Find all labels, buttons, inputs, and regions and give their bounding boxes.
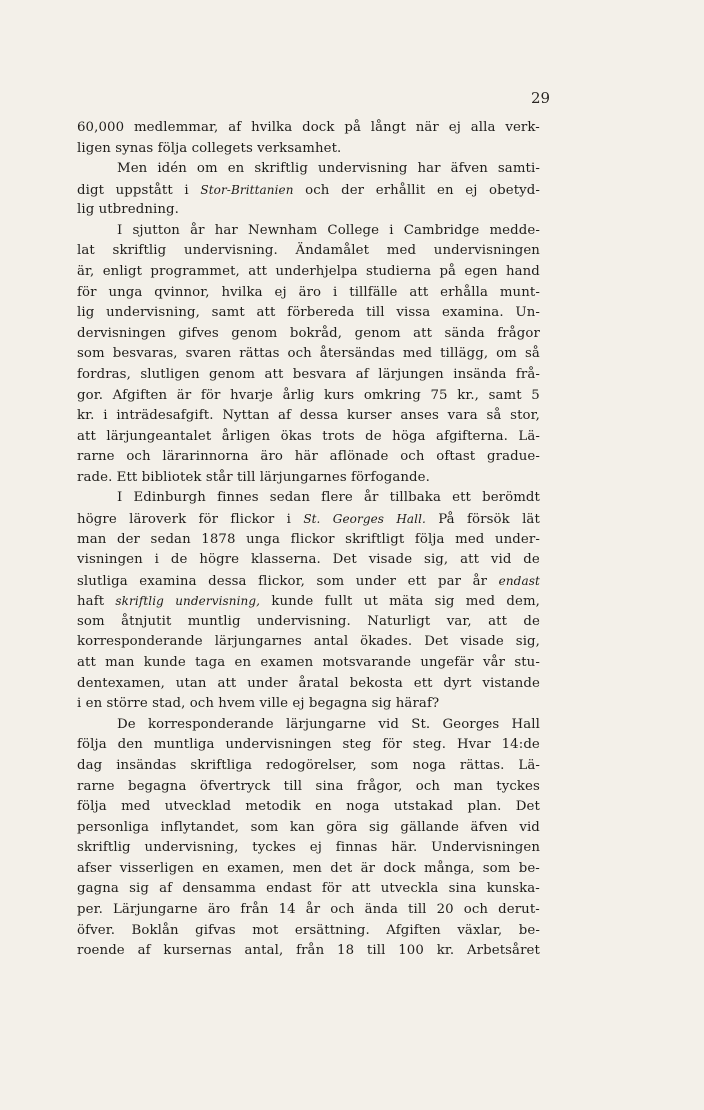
text-line: rarne begagna öfvertryck till sina frågor, och man tyckes bbox=[77, 778, 540, 794]
text-line: personliga inflytandet, som kan göra sig gällande äfven vid bbox=[77, 819, 540, 835]
text-line: rarne och lärarinnorna äro här aflönade och oftast gradue- bbox=[77, 449, 540, 465]
text-line: dervisningen gifves genom bokråd, genom att sända frågor bbox=[77, 325, 540, 341]
text-line: skriftlig undervisning, tyckes ej finnas här. Undervisningen bbox=[77, 840, 540, 856]
text-line: ligen synas följa collegets verksamhet. bbox=[77, 140, 342, 156]
text-line: öfver. Boklån gifvas mot ersättning. Afgiften växlar, be- bbox=[77, 922, 540, 938]
text-line: lig utbredning. bbox=[77, 202, 179, 218]
text-line: att man kunde taga en examen motsvarande ungefär vår stu- bbox=[77, 655, 540, 671]
text-line: korresponderande lärjungarnes antal ökades. Det visade sig, bbox=[77, 634, 540, 650]
text-line: som åtnjutit muntlig undervisning. Naturligt var, att de bbox=[77, 613, 540, 629]
text-line: De korresponderande lärjungarne vid St. Georges Hall bbox=[117, 716, 540, 732]
text-line: per. Lärjungarne äro från 14 år och ända till 20 och derut- bbox=[77, 901, 540, 917]
text-line: i en större stad, och hvem ville ej begagna sig häraf? bbox=[77, 696, 440, 712]
page-number: 29 bbox=[531, 89, 551, 107]
text-line: visningen i de högre klasserna. Det visade sig, att vid de bbox=[77, 552, 540, 568]
text-line: högre läroverk för flickor i St. Georges Hall. På försök lät bbox=[77, 511, 540, 527]
text-line: man der sedan 1878 unga flickor skriftligt följa med under- bbox=[77, 531, 540, 547]
text-line: för unga qvinnor, hvilka ej äro i tillfälle att erhålla munt- bbox=[77, 284, 540, 300]
text-line: är, enligt programmet, att underhjelpa studierna på egen hand bbox=[77, 264, 540, 280]
text-line: I Edinburgh finnes sedan flere år tillbaka ett berömdt bbox=[117, 490, 540, 506]
text-line: följa den muntliga undervisningen steg för steg. Hvar 14:de bbox=[77, 737, 540, 753]
text-line: fordras, slutligen genom att besvara af lärjungen insända frå- bbox=[77, 366, 540, 382]
text-line: roende af kursernas antal, från 18 till 100 kr. Arbetsåret bbox=[77, 943, 540, 959]
text-line: att lärjungeantalet årligen ökas trots de höga afgifterna. Lä- bbox=[77, 428, 540, 444]
text-line: haft skriftlig undervisning, kunde fullt ut mäta sig med dem, bbox=[77, 594, 540, 610]
text-line: slutliga examina dessa flickor, som under ett par år endast bbox=[77, 573, 540, 589]
text-line: lig undervisning, samt att förbereda till vissa examina. Un- bbox=[77, 305, 540, 321]
text-line: gor. Afgiften är för hvarje årlig kurs omkring 75 kr., samt 5 bbox=[77, 387, 540, 403]
text-line: rade. Ett bibliotek står till lärjungarnes förfogande. bbox=[77, 469, 430, 485]
text-line: dentexamen, utan att under åratal bekosta ett dyrt vistande bbox=[77, 675, 540, 691]
text-line: dag insändas skriftliga redogörelser, som noga rättas. Lä- bbox=[77, 757, 540, 773]
text-line: kr. i inträdesafgift. Nyttan af dessa kurser anses vara så stor, bbox=[77, 408, 540, 424]
text-line: afser visserligen en examen, men det är dock många, som be- bbox=[77, 860, 540, 876]
body-text bbox=[77, 118, 540, 962]
text-line: lat skriftlig undervisning. Ändamålet med undervisningen bbox=[77, 243, 540, 259]
text-line: Men idén om en skriftlig undervisning har äfven samti- bbox=[117, 161, 540, 177]
text-line: som besvaras, svaren rättas och återsändas med tillägg, om så bbox=[77, 346, 540, 362]
text-line: följa med utvecklad metodik en noga utstakad plan. Det bbox=[77, 799, 540, 815]
text-line: digt uppstått i Stor-Brittanien och der erhållit en ej obetyd- bbox=[77, 182, 540, 198]
text-line: gagna sig af densamma endast för att utveckla sina kunska- bbox=[77, 881, 540, 897]
text-line: 60,000 medlemmar, af hvilka dock på långt när ej alla verk- bbox=[77, 120, 540, 135]
text-line: I sjutton år har Newnham College i Cambridge medde- bbox=[117, 222, 540, 238]
